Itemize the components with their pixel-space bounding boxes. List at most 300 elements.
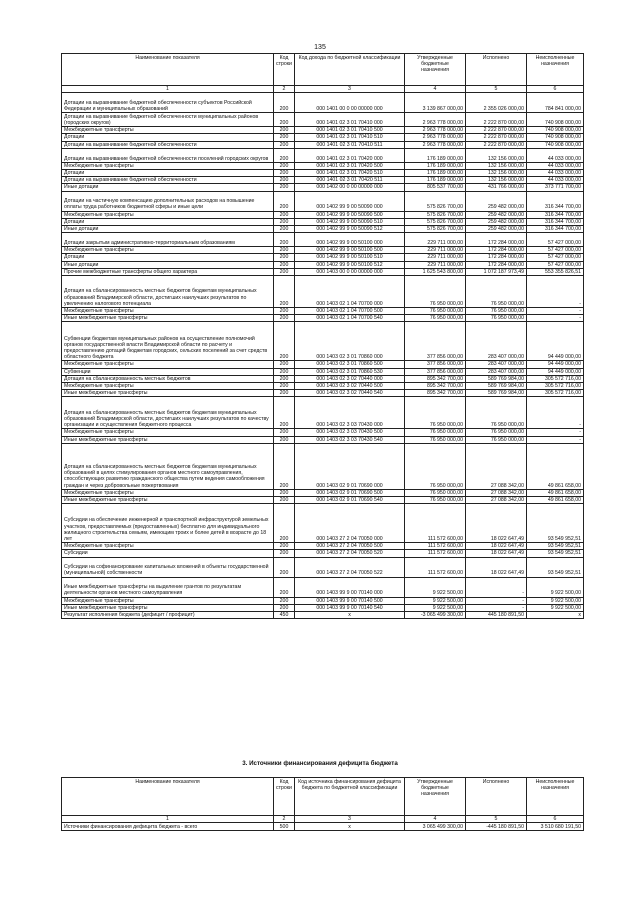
table-row bbox=[62, 170, 584, 177]
row-remaining: 784 841 000,00 bbox=[527, 93, 584, 113]
row-code: 200 bbox=[274, 93, 295, 113]
row-remaining: 93 549 952,51 bbox=[527, 557, 584, 577]
row-name: Межбюджетные трансферты bbox=[62, 247, 274, 254]
row-code: 200 bbox=[274, 397, 295, 429]
col-number: 6 bbox=[527, 816, 584, 823]
row-name: Дотации на выравнивание бюджетной обеспеченности субъектов Российской Федерации и муниципальных образований bbox=[62, 93, 274, 113]
row-executed: - bbox=[466, 597, 527, 604]
row-name: Субсидии bbox=[62, 550, 274, 557]
row-approved: 2 963 778 000,00 bbox=[405, 134, 466, 141]
row-name: Иные дотации bbox=[62, 261, 274, 268]
table-row bbox=[62, 211, 584, 218]
table-row bbox=[62, 322, 584, 361]
row-executed: 2 355 026 000,00 bbox=[466, 93, 527, 113]
row-code: 200 bbox=[274, 233, 295, 247]
row-remaining: - bbox=[527, 308, 584, 315]
row-approved: 575 826 700,00 bbox=[405, 226, 466, 233]
row-name: Дотации bbox=[62, 170, 274, 177]
row-name: Межбюджетные трансферты bbox=[62, 489, 274, 496]
table-row bbox=[62, 550, 584, 557]
row-code: 200 bbox=[274, 308, 295, 315]
row-name: Дотации на выравнивание бюджетной обеспеченности муниципальных районов (городских округов) bbox=[62, 113, 274, 127]
row-executed: 259 482 000,00 bbox=[466, 211, 527, 218]
row-code: 200 bbox=[274, 226, 295, 233]
row-executed: 445 180 891,50 bbox=[466, 612, 527, 619]
row-executed: 589 769 984,00 bbox=[466, 383, 527, 390]
col-number: 1 bbox=[62, 816, 274, 823]
row-code: 200 bbox=[274, 315, 295, 322]
row-approved: 176 189 000,00 bbox=[405, 177, 466, 184]
table-row bbox=[62, 127, 584, 134]
header-executed: Исполнено bbox=[466, 778, 527, 816]
row-approved: 575 826 700,00 bbox=[405, 211, 466, 218]
row-kbk: 000 1403 02 3 01 70860 530 bbox=[295, 368, 405, 375]
table-row bbox=[62, 191, 584, 211]
row-approved: 176 189 000,00 bbox=[405, 170, 466, 177]
row-code: 200 bbox=[274, 268, 295, 275]
row-approved: 76 950 000,00 bbox=[405, 497, 466, 504]
header-remaining: Неисполненные назначения bbox=[527, 778, 584, 816]
row-code: 200 bbox=[274, 489, 295, 496]
row-remaining: 94 449 000,00 bbox=[527, 368, 584, 375]
row-kbk: 000 1403 02 1 04 70700 540 bbox=[295, 315, 405, 322]
row-remaining: 57 427 000,00 bbox=[527, 254, 584, 261]
row-executed: 2 222 870 000,00 bbox=[466, 127, 527, 134]
row-code: 200 bbox=[274, 543, 295, 550]
row-executed: 259 482 000,00 bbox=[466, 226, 527, 233]
row-approved: 76 950 000,00 bbox=[405, 436, 466, 443]
row-approved: 2 963 778 000,00 bbox=[405, 127, 466, 134]
row-approved: 9 922 500,00 bbox=[405, 577, 466, 597]
row-executed: 2 222 870 000,00 bbox=[466, 134, 527, 141]
row-kbk: 000 1403 02 3 01 70860 500 bbox=[295, 361, 405, 368]
row-executed: 172 284 000,00 bbox=[466, 247, 527, 254]
row-approved: 76 950 000,00 bbox=[405, 489, 466, 496]
row-approved: 377 856 000,00 bbox=[405, 368, 466, 375]
table-row bbox=[62, 308, 584, 315]
row-name: Межбюджетные трансферты bbox=[62, 127, 274, 134]
row-kbk: 000 1403 99 9 00 70140 500 bbox=[295, 597, 405, 604]
table-row bbox=[62, 162, 584, 169]
row-name: Дотации bbox=[62, 254, 274, 261]
row-executed: 76 950 000,00 bbox=[466, 315, 527, 322]
row-approved: 377 856 000,00 bbox=[405, 361, 466, 368]
page-number: 135 bbox=[314, 44, 326, 51]
row-approved: 111 572 600,00 bbox=[405, 504, 466, 543]
row-remaining: 49 861 658,00 bbox=[527, 489, 584, 496]
row-remaining: 740 908 000,00 bbox=[527, 113, 584, 127]
row-code: 200 bbox=[274, 504, 295, 543]
row-approved: 9 922 500,00 bbox=[405, 604, 466, 611]
row-name: Дотация на сбалансированность местных бюджетов bbox=[62, 375, 274, 382]
row-name: Иные дотации bbox=[62, 226, 274, 233]
table-row bbox=[62, 254, 584, 261]
row-approved: 229 711 000,00 bbox=[405, 247, 466, 254]
row-name: Иные межбюджетные трансферты bbox=[62, 436, 274, 443]
row-remaining: 9 922 500,00 bbox=[527, 604, 584, 611]
row-executed: 76 950 000,00 bbox=[466, 397, 527, 429]
row-code: 200 bbox=[274, 550, 295, 557]
header-approved: Утвержденные бюджетные назначения bbox=[405, 778, 466, 816]
row-name: Иные межбюджетные трансферты bbox=[62, 315, 274, 322]
row-approved: 76 950 000,00 bbox=[405, 443, 466, 489]
row-executed: 283 407 000,00 bbox=[466, 361, 527, 368]
header-remaining: Неисполненные назначения bbox=[527, 54, 584, 86]
table-row bbox=[62, 247, 584, 254]
row-name: Дотации bbox=[62, 218, 274, 225]
row-code: 200 bbox=[274, 429, 295, 436]
row-remaining: - bbox=[527, 436, 584, 443]
row-name: Дотации на выравнивание бюджетной обеспеченности bbox=[62, 177, 274, 184]
row-remaining: 44 033 000,00 bbox=[527, 162, 584, 169]
row-code: 500 bbox=[274, 823, 295, 831]
row-kbk: 000 1403 27 2 04 70050 520 bbox=[295, 550, 405, 557]
row-remaining: - bbox=[527, 276, 584, 308]
row-approved: 76 950 000,00 bbox=[405, 276, 466, 308]
row-name: Прочие межбюджетные трансферты общего характера bbox=[62, 268, 274, 275]
row-executed: - bbox=[466, 604, 527, 611]
row-kbk: 000 1403 02 1 04 70700 500 bbox=[295, 308, 405, 315]
column-number-row bbox=[62, 86, 584, 93]
header-name: Наименование показателя bbox=[62, 778, 274, 816]
row-kbk: 000 1402 99 9 00 50090 500 bbox=[295, 211, 405, 218]
table-header-row bbox=[62, 54, 584, 86]
row-approved: 3 139 867 000,00 bbox=[405, 93, 466, 113]
row-kbk: 000 1403 02 3 03 70430 540 bbox=[295, 436, 405, 443]
row-executed: 283 407 000,00 bbox=[466, 322, 527, 361]
row-kbk: 000 1403 02 3 03 70430 000 bbox=[295, 397, 405, 429]
row-executed: - bbox=[466, 577, 527, 597]
row-approved: 111 572 600,00 bbox=[405, 557, 466, 577]
row-remaining: x bbox=[527, 612, 584, 619]
column-number-row bbox=[62, 816, 584, 823]
row-executed: 2 222 870 000,00 bbox=[466, 141, 527, 148]
row-kbk: 000 1402 99 9 00 50100 512 bbox=[295, 261, 405, 268]
row-remaining: 44 033 000,00 bbox=[527, 148, 584, 162]
row-remaining: 49 861 658,00 bbox=[527, 443, 584, 489]
row-remaining: 373 771 700,00 bbox=[527, 184, 584, 191]
row-executed: 132 156 000,00 bbox=[466, 162, 527, 169]
header-executed: Исполнено bbox=[466, 54, 527, 86]
table-row bbox=[62, 504, 584, 543]
table-row bbox=[62, 604, 584, 611]
header-code: Код строки bbox=[274, 778, 295, 816]
row-remaining: 93 549 952,51 bbox=[527, 550, 584, 557]
row-remaining: 44 033 000,00 bbox=[527, 170, 584, 177]
col-number: 6 bbox=[527, 86, 584, 93]
row-executed: 259 482 000,00 bbox=[466, 218, 527, 225]
row-executed: 431 766 000,00 bbox=[466, 184, 527, 191]
row-remaining: - bbox=[527, 429, 584, 436]
row-executed: 1 072 187 973,49 bbox=[466, 268, 527, 275]
row-kbk: 000 1401 02 3 01 70420 000 bbox=[295, 148, 405, 162]
row-approved: 76 950 000,00 bbox=[405, 397, 466, 429]
row-name: Иные межбюджетные трансферты bbox=[62, 390, 274, 397]
col-number: 5 bbox=[466, 816, 527, 823]
col-number: 2 bbox=[274, 86, 295, 93]
row-remaining: 57 427 000,00 bbox=[527, 233, 584, 247]
row-name: Дотации bbox=[62, 134, 274, 141]
row-approved: 9 922 500,00 bbox=[405, 597, 466, 604]
row-approved: 229 711 000,00 bbox=[405, 254, 466, 261]
row-code: 200 bbox=[274, 361, 295, 368]
row-name: Дотации закрытым административно-территориальным образованиям bbox=[62, 233, 274, 247]
table-row bbox=[62, 375, 584, 382]
row-approved: 2 963 778 000,00 bbox=[405, 141, 466, 148]
col-number: 4 bbox=[405, 816, 466, 823]
header-kbk: Код дохода по бюджетной классификации bbox=[295, 54, 405, 86]
row-name: Межбюджетные трансферты bbox=[62, 361, 274, 368]
row-code: 200 bbox=[274, 597, 295, 604]
row-code: 200 bbox=[274, 247, 295, 254]
row-code: 200 bbox=[274, 170, 295, 177]
row-kbk: 000 1402 99 9 00 50090 510 bbox=[295, 218, 405, 225]
row-code: 200 bbox=[274, 141, 295, 148]
row-approved: 1 625 543 800,00 bbox=[405, 268, 466, 275]
col-number: 3 bbox=[295, 86, 405, 93]
row-executed: 172 284 000,00 bbox=[466, 261, 527, 268]
row-executed: 132 156 000,00 bbox=[466, 177, 527, 184]
row-executed: 589 769 984,00 bbox=[466, 390, 527, 397]
row-executed: 76 950 000,00 bbox=[466, 276, 527, 308]
row-kbk: 000 1401 02 3 01 70410 000 bbox=[295, 113, 405, 127]
table-row bbox=[62, 233, 584, 247]
row-name: Межбюджетные трансферты bbox=[62, 429, 274, 436]
row-code: 200 bbox=[274, 218, 295, 225]
row-kbk: 000 1403 02 3 03 70430 500 bbox=[295, 429, 405, 436]
row-remaining: 305 572 716,00 bbox=[527, 390, 584, 397]
table-row bbox=[62, 429, 584, 436]
row-kbk: 000 1403 27 2 04 70050 522 bbox=[295, 557, 405, 577]
row-code: 200 bbox=[274, 375, 295, 382]
row-kbk: 000 1403 27 2 04 70050 500 bbox=[295, 543, 405, 550]
deficit-financing-table bbox=[61, 777, 584, 831]
row-kbk: 000 1402 99 9 00 50100 000 bbox=[295, 233, 405, 247]
row-kbk: 000 1403 02 9 01 70690 500 bbox=[295, 489, 405, 496]
row-kbk: 000 1401 02 3 01 70420 511 bbox=[295, 177, 405, 184]
row-approved: 229 711 000,00 bbox=[405, 233, 466, 247]
row-approved: 229 711 000,00 bbox=[405, 261, 466, 268]
row-kbk: 000 1402 99 9 00 50100 500 bbox=[295, 247, 405, 254]
row-remaining: 305 572 716,00 bbox=[527, 383, 584, 390]
row-name: Иные межбюджетные трансферты bbox=[62, 497, 274, 504]
table-row bbox=[62, 184, 584, 191]
row-executed: 283 407 000,00 bbox=[466, 368, 527, 375]
table-header-row bbox=[62, 778, 584, 816]
row-kbk: 000 1402 99 9 00 50090 000 bbox=[295, 191, 405, 211]
row-remaining: 553 355 826,51 bbox=[527, 268, 584, 275]
row-executed: 172 284 000,00 bbox=[466, 254, 527, 261]
row-remaining: 9 922 500,00 bbox=[527, 597, 584, 604]
row-remaining: 93 549 952,51 bbox=[527, 543, 584, 550]
row-approved: 3 065 499 300,00 bbox=[405, 823, 466, 831]
row-code: 200 bbox=[274, 127, 295, 134]
row-approved: -3 065 499 300,00 bbox=[405, 612, 466, 619]
row-name: Дотация на сбалансированность местных бюджетов бюджетам муниципальных образований Владимирской области, достигших наилучших результатов по увеличению налогового потенциала bbox=[62, 276, 274, 308]
row-executed: 76 950 000,00 bbox=[466, 308, 527, 315]
header-code: Код строки bbox=[274, 54, 295, 86]
row-remaining: 57 427 000,00 bbox=[527, 247, 584, 254]
row-executed: 18 022 647,49 bbox=[466, 550, 527, 557]
table-row bbox=[62, 315, 584, 322]
row-name: Дотации на выравнивание бюджетной обеспеченности bbox=[62, 141, 274, 148]
row-code: 200 bbox=[274, 577, 295, 597]
row-approved: 176 189 000,00 bbox=[405, 148, 466, 162]
row-name: Межбюджетные трансферты bbox=[62, 308, 274, 315]
row-code: 200 bbox=[274, 390, 295, 397]
table-row bbox=[62, 383, 584, 390]
row-code: 200 bbox=[274, 557, 295, 577]
row-remaining: 9 922 500,00 bbox=[527, 577, 584, 597]
table-row bbox=[62, 134, 584, 141]
table-row bbox=[62, 113, 584, 127]
row-executed: 2 222 870 000,00 bbox=[466, 113, 527, 127]
row-kbk: 000 1403 99 9 00 70140 540 bbox=[295, 604, 405, 611]
row-code: 200 bbox=[274, 261, 295, 268]
row-code: 450 bbox=[274, 612, 295, 619]
row-name: Дотации на частичную компенсацию дополнительных расходов на повышение оплаты труда работников бюджетной сферы и иные цели bbox=[62, 191, 274, 211]
row-name: Иные дотации bbox=[62, 184, 274, 191]
row-approved: 575 826 700,00 bbox=[405, 218, 466, 225]
row-executed: 132 156 000,00 bbox=[466, 170, 527, 177]
table-row bbox=[62, 368, 584, 375]
row-kbk: 000 1402 99 9 00 50100 510 bbox=[295, 254, 405, 261]
table-row bbox=[62, 276, 584, 308]
row-name: Субсидии на обеспечение инженерной и транспортной инфраструктурой земельных участков, предоставляемых (предоставленных) бесплатно для индивидуального жилищного строительства семьям, имеющим троих и более детей в возрасте до 18 лет bbox=[62, 504, 274, 543]
row-kbk: 000 1403 00 0 00 00000 000 bbox=[295, 268, 405, 275]
table-row bbox=[62, 612, 584, 619]
table-row bbox=[62, 436, 584, 443]
table-row bbox=[62, 390, 584, 397]
row-remaining: - bbox=[527, 397, 584, 429]
row-remaining: 94 449 000,00 bbox=[527, 361, 584, 368]
row-name: Межбюджетные трансферты bbox=[62, 543, 274, 550]
row-code: 200 bbox=[274, 443, 295, 489]
header-name: Наименование показателя bbox=[62, 54, 274, 86]
row-name: Результат исполнения бюджета (дефицит / профицит) bbox=[62, 612, 274, 619]
table-row bbox=[62, 361, 584, 368]
row-executed: 259 482 000,00 bbox=[466, 191, 527, 211]
row-name: Источники финансирования дефицита бюджета - всего bbox=[62, 823, 274, 831]
row-executed: 18 022 647,49 bbox=[466, 557, 527, 577]
table-row bbox=[62, 177, 584, 184]
row-remaining: 305 572 716,00 bbox=[527, 375, 584, 382]
row-kbk: 000 1401 02 3 01 70420 500 bbox=[295, 162, 405, 169]
table-row bbox=[62, 268, 584, 275]
row-executed: 18 022 647,49 bbox=[466, 504, 527, 543]
row-kbk: x bbox=[295, 823, 405, 831]
row-name: Межбюджетные трансферты bbox=[62, 162, 274, 169]
row-remaining: 740 908 000,00 bbox=[527, 134, 584, 141]
row-code: 200 bbox=[274, 368, 295, 375]
row-remaining: 94 449 000,00 bbox=[527, 322, 584, 361]
row-executed: 172 284 000,00 bbox=[466, 233, 527, 247]
row-name: Межбюджетные трансферты bbox=[62, 211, 274, 218]
row-executed: 589 769 984,00 bbox=[466, 375, 527, 382]
row-kbk: 000 1401 02 3 01 70410 511 bbox=[295, 141, 405, 148]
budget-execution-table bbox=[61, 53, 584, 619]
row-name: Дотация на сбалансированность местных бюджетов бюджетам муниципальных образований Владимирской области, достигших наилучших результатов по качеству организации и осуществления бюджетного процесса bbox=[62, 397, 274, 429]
row-code: 200 bbox=[274, 211, 295, 218]
row-remaining: 49 861 658,00 bbox=[527, 497, 584, 504]
row-name: Межбюджетные трансферты bbox=[62, 597, 274, 604]
row-approved: 111 572 600,00 bbox=[405, 543, 466, 550]
row-kbk: 000 1403 27 2 04 70050 000 bbox=[295, 504, 405, 543]
row-approved: 377 856 000,00 bbox=[405, 322, 466, 361]
row-code: 200 bbox=[274, 322, 295, 361]
row-executed: 27 088 342,00 bbox=[466, 497, 527, 504]
row-remaining: 740 908 000,00 bbox=[527, 127, 584, 134]
header-source-code: Код источника финансирования дефицита бюджета по бюджетной классификации bbox=[295, 778, 405, 816]
row-approved: 575 826 700,00 bbox=[405, 191, 466, 211]
table-row bbox=[62, 443, 584, 489]
row-name: Иные межбюджетные трансферты bbox=[62, 604, 274, 611]
row-kbk: 000 1403 02 3 01 70860 000 bbox=[295, 322, 405, 361]
row-kbk: 000 1403 02 1 04 70700 000 bbox=[295, 276, 405, 308]
row-remaining: 740 908 000,00 bbox=[527, 141, 584, 148]
row-name: Дотация на сбалансированность местных бюджетов бюджетам муниципальных образований в целях стимулирования органов местного самоуправления, способствующих развитию гражданского общества путем ведения самообложения граждан и через добровольные пожертвования bbox=[62, 443, 274, 489]
col-number: 4 bbox=[405, 86, 466, 93]
row-code: 200 bbox=[274, 162, 295, 169]
row-remaining: 316 344 700,00 bbox=[527, 218, 584, 225]
table-row bbox=[62, 823, 584, 831]
table-row bbox=[62, 148, 584, 162]
table-row bbox=[62, 497, 584, 504]
row-name: Межбюджетные трансферты bbox=[62, 383, 274, 390]
row-kbk: 000 1401 02 3 01 70420 510 bbox=[295, 170, 405, 177]
table-row bbox=[62, 489, 584, 496]
row-kbk: 000 1402 00 0 00 00000 000 bbox=[295, 184, 405, 191]
table-row bbox=[62, 557, 584, 577]
row-code: 200 bbox=[274, 254, 295, 261]
row-code: 200 bbox=[274, 383, 295, 390]
row-kbk: 000 1403 02 3 02 70440 540 bbox=[295, 390, 405, 397]
row-code: 200 bbox=[274, 604, 295, 611]
table-row bbox=[62, 577, 584, 597]
row-approved: 895 342 700,00 bbox=[405, 390, 466, 397]
row-code: 200 bbox=[274, 436, 295, 443]
row-name: Субвенции бюджетам муниципальных районов на осуществление полномочий органов государственной власти Владимирской области по расчету и предоставлению дотаций бюджетам городских, сельских поселений за счет средств областного бюджета bbox=[62, 322, 274, 361]
row-code: 200 bbox=[274, 497, 295, 504]
row-kbk: 000 1403 99 9 00 70140 000 bbox=[295, 577, 405, 597]
row-executed: 132 156 000,00 bbox=[466, 148, 527, 162]
table-row bbox=[62, 543, 584, 550]
row-code: 200 bbox=[274, 134, 295, 141]
table-row bbox=[62, 218, 584, 225]
row-remaining: 93 549 952,51 bbox=[527, 504, 584, 543]
table-row bbox=[62, 141, 584, 148]
row-approved: 895 342 700,00 bbox=[405, 375, 466, 382]
table-row bbox=[62, 226, 584, 233]
row-approved: 76 950 000,00 bbox=[405, 308, 466, 315]
row-approved: 76 950 000,00 bbox=[405, 429, 466, 436]
table-row bbox=[62, 397, 584, 429]
row-approved: 76 950 000,00 bbox=[405, 315, 466, 322]
col-number: 1 bbox=[62, 86, 274, 93]
row-code: 200 bbox=[274, 113, 295, 127]
row-executed: 76 950 000,00 bbox=[466, 436, 527, 443]
row-kbk: 000 1403 02 9 01 70690 540 bbox=[295, 497, 405, 504]
row-remaining: 44 033 000,00 bbox=[527, 177, 584, 184]
row-approved: 111 572 600,00 bbox=[405, 550, 466, 557]
row-executed: 27 088 342,00 bbox=[466, 443, 527, 489]
row-name: Субвенции bbox=[62, 368, 274, 375]
row-kbk: x bbox=[295, 612, 405, 619]
row-remaining: 57 427 000,00 bbox=[527, 261, 584, 268]
row-name: Иные межбюджетные трансферты на выделение грантов по результатам деятельности органов местного самоуправления bbox=[62, 577, 274, 597]
table-row bbox=[62, 93, 584, 113]
row-approved: 895 342 700,00 bbox=[405, 383, 466, 390]
